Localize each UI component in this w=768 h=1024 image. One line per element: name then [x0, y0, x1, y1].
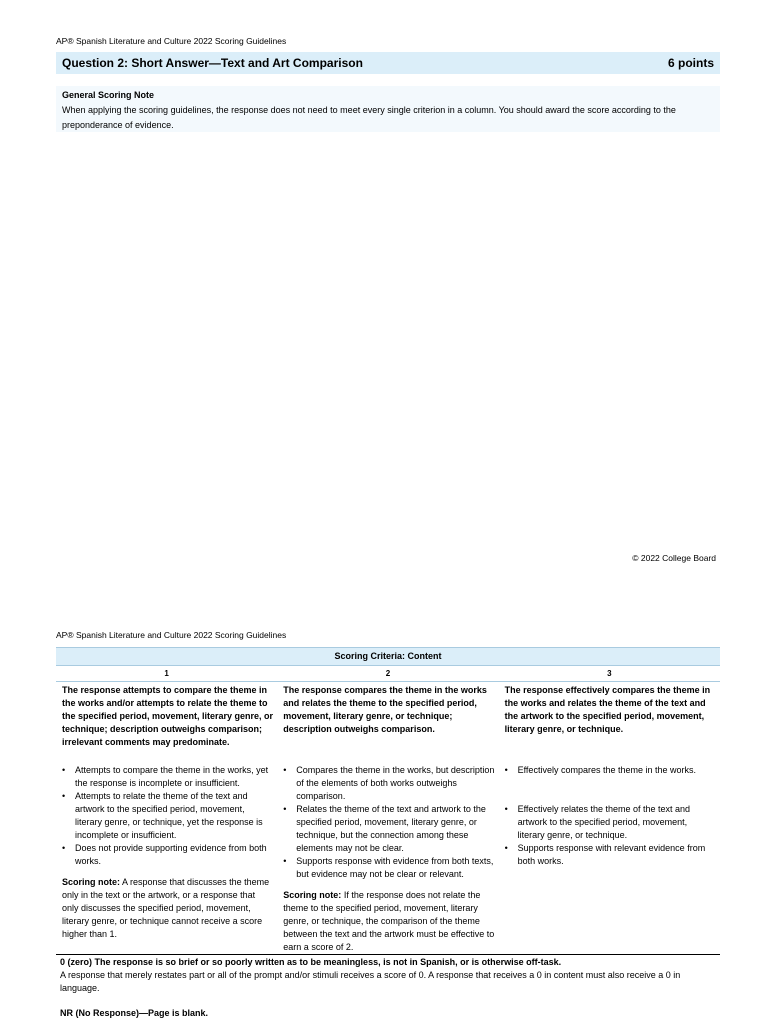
page-header: AP® Spanish Literature and Culture 2022 Scoring Guidelines [56, 36, 287, 46]
general-note-title: General Scoring Note [62, 90, 155, 100]
list-item: • Attempts to compare the theme in the works, yet the response is incomplete or insufficient. [62, 764, 273, 790]
list-item: • Attempts to relate the theme of the text and artwork to the specified period, movement, literary genre, or technique, yet the response is incomplete or insufficient. [62, 790, 273, 842]
score-2-scoring-note [283, 889, 494, 954]
score-1-scoring-note [62, 876, 273, 941]
general-scoring-note [56, 86, 720, 132]
scoring-note-text: If the response does not relate the theme to the specified period, movement, literary genre, or technique, the comparison of the theme between the text and the artwork must be effective to earn a score of 2. [283, 890, 495, 952]
score-3-column [499, 682, 720, 955]
score-header-1: 1 [56, 666, 277, 682]
score-header-3: 3 [499, 666, 720, 682]
criteria-title: Scoring Criteria: Content [56, 648, 720, 666]
score-2-column [277, 682, 498, 955]
list-item: • Effectively relates the theme of the text and artwork to the specified period, movement, literary genre, or technique. [505, 803, 716, 842]
page-divider [0, 605, 768, 606]
scoring-note-text: A response that discusses the theme only in the text or the artwork, or a response that only discusses the specified period, movement, literary genre, or technique cannot receive a score higher than 1. [62, 877, 270, 939]
list-item: • Relates the theme of the text and artwork to the specified period, movement, literary genre, or technique, but the connection among these elements may not be clear. [283, 803, 494, 855]
zero-score-body: A response that merely restates part or all of the prompt and/or stimuli receives a score of 0. A response that receives a 0 in content must also receive a 0 in language. [60, 970, 681, 993]
no-response-line: NR (No Response)—Page is blank. [60, 1008, 209, 1018]
question-title: Question 2: Short Answer—Text and Art Comparison [62, 56, 363, 70]
general-note-body: When applying the scoring guidelines, the response does not need to meet every single criterion in a column. You should award the score according to the preponderance of evidence. [62, 105, 676, 130]
list-item: • Supports response with relevant evidence from both works. [505, 842, 716, 881]
copyright-footer: © 2022 College Board [632, 553, 716, 563]
list-item: • Supports response with evidence from both texts, but evidence may not be clear or relevant. [283, 855, 494, 881]
score-header-2: 2 [277, 666, 498, 682]
score-2-description: The response compares the theme in the works and relates the theme to the specified period, movement, literary genre, or technique; description outweighs comparison. [283, 685, 487, 734]
score-1-description: The response attempts to compare the theme in the works and/or attempts to relate the theme to the specified period, movement, literary genre, or technique; description outweighs comparison; irrelevant comments may predominate. [62, 685, 274, 747]
score-3-bullets [505, 764, 716, 881]
score-1-bullets [62, 764, 273, 868]
scoring-criteria-table [56, 647, 720, 1020]
zero-score-section [56, 955, 720, 1021]
zero-score-title: 0 (zero) The response is so brief or so poorly written as to be meaningless, is not in Spanish, or is otherwise off-task. [60, 957, 562, 967]
points-label: 6 points [667, 56, 714, 70]
scoring-note-label: Scoring note: [283, 890, 342, 900]
scoring-note-label: Scoring note: [62, 877, 120, 887]
score-3-description: The response effectively compares the theme in the works and relates the theme of the text and the artwork to the specified period, movement, literary genre, or technique. [504, 685, 711, 734]
score-2-bullets [283, 764, 494, 881]
page-header: AP® Spanish Literature and Culture 2022 Scoring Guidelines [56, 630, 287, 640]
question-title-bar [56, 52, 720, 74]
list-item: • Effectively compares the theme in the works. [505, 764, 716, 803]
list-item: • Does not provide supporting evidence from both works. [62, 842, 273, 868]
score-1-column [56, 682, 277, 955]
list-item: • Compares the theme in the works, but description of the elements of both works outweighs comparison. [283, 764, 494, 803]
